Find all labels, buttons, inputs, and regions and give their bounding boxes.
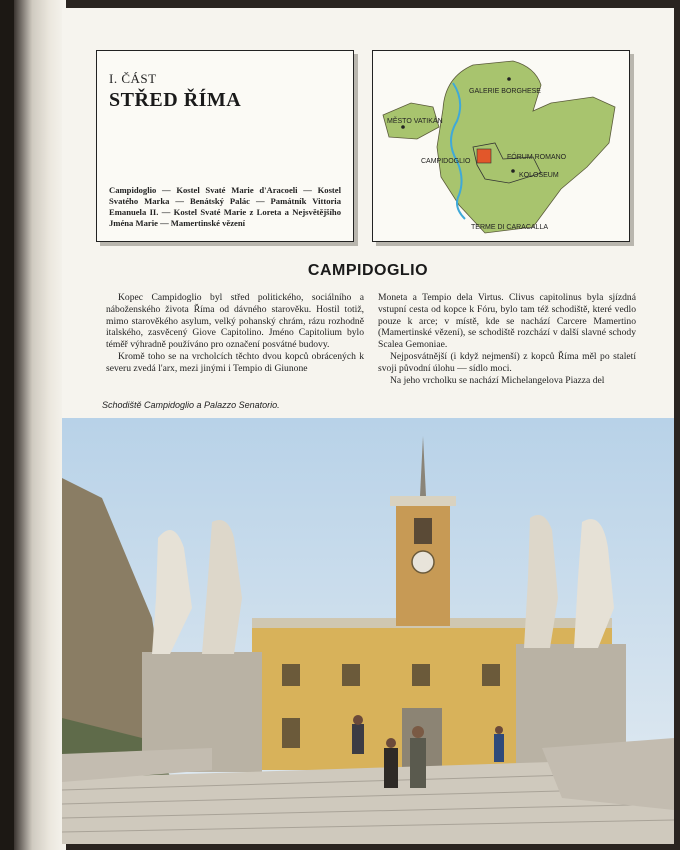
map-label-campidoglio: CAMPIDOGLIO xyxy=(421,158,471,165)
text-column-right xyxy=(378,292,636,386)
map-land xyxy=(383,61,615,233)
map-label-forum: FÓRUM ROMANO xyxy=(507,154,567,161)
tower-cornice xyxy=(390,496,456,506)
chapter-box xyxy=(96,50,354,242)
paragraph: Moneta a Tempio dela Virtus. Clivus capitolinus byla sjízdná vstupní cesta od kopce k Fóru, bylo tam též schodiště, které vedlo pouze k arce; v místě, kde se nachází Carcere Mamertino (Mamertinské vězení), se schodiště rozchází v další slavné schody Scalea Gemoniae. xyxy=(378,292,636,351)
section-heading: CAMPIDOGLIO xyxy=(307,262,429,279)
map-label-vatikan: MĚSTO VATIKÁN xyxy=(387,118,443,125)
book-page xyxy=(62,8,674,844)
map-label-koloseum: KOLOSEUM xyxy=(519,172,559,179)
vatikan-marker xyxy=(401,125,405,129)
chapter-title: STŘED ŘÍMA xyxy=(109,89,242,111)
koloseum-marker xyxy=(511,169,515,173)
map-label-terme: TERME DI CARACALLA xyxy=(471,224,549,231)
tower-clock xyxy=(412,551,434,573)
rome-map xyxy=(373,51,629,241)
tower-window xyxy=(414,518,432,544)
campidoglio-highlight xyxy=(477,149,491,163)
paragraph: Nejposvátnější (i když nejmenší) z kopců Říma měl po staletí svoji původní úlohu — sídlo moci. xyxy=(378,350,636,374)
paragraph: Na jeho vrcholku se nachází Michelangelova Piazza del xyxy=(390,374,605,386)
galerie-marker xyxy=(507,77,511,81)
map-label-galerie: GALERIE BORGHESE xyxy=(469,88,541,95)
part-label: I. ČÁST xyxy=(109,71,157,86)
map-box xyxy=(372,50,630,242)
chapter-contents: Campidoglio — Kostel Svaté Marie d'Aracoeli — Kostel Svatého Marka — Benátský Palác — Památník Vittoria Emanuela II. — Kostel Svaté Marie z Loreta a Nejsvětějšího Jména Marie — Mamertinské vězení xyxy=(109,185,341,228)
book-edge xyxy=(0,0,14,850)
paragraph: Kopec Campidoglio byl střed politického, sociálního a náboženského života Říma od dávného starověku. Hostil totiž, mimo starověkého asylum, velký pohanský chrám, rázu rozhodně italského, zasvěcený Giove Capitolino. Jméno Capitolium bylo téměř výhradně používáno pro označení posvátné budovy. xyxy=(106,292,364,351)
book-spine xyxy=(14,0,66,850)
text-column-left xyxy=(106,292,364,375)
paragraph: Kromě toho se na vrcholcích těchto dvou kopců obrácených k severu zvedá l'arx, mezi jinými i Tempio di Giunone xyxy=(106,350,364,374)
photo-caption: Schodiště Campidoglio a Palazzo Senatorio. xyxy=(102,400,280,410)
campidoglio-photo xyxy=(62,418,674,844)
